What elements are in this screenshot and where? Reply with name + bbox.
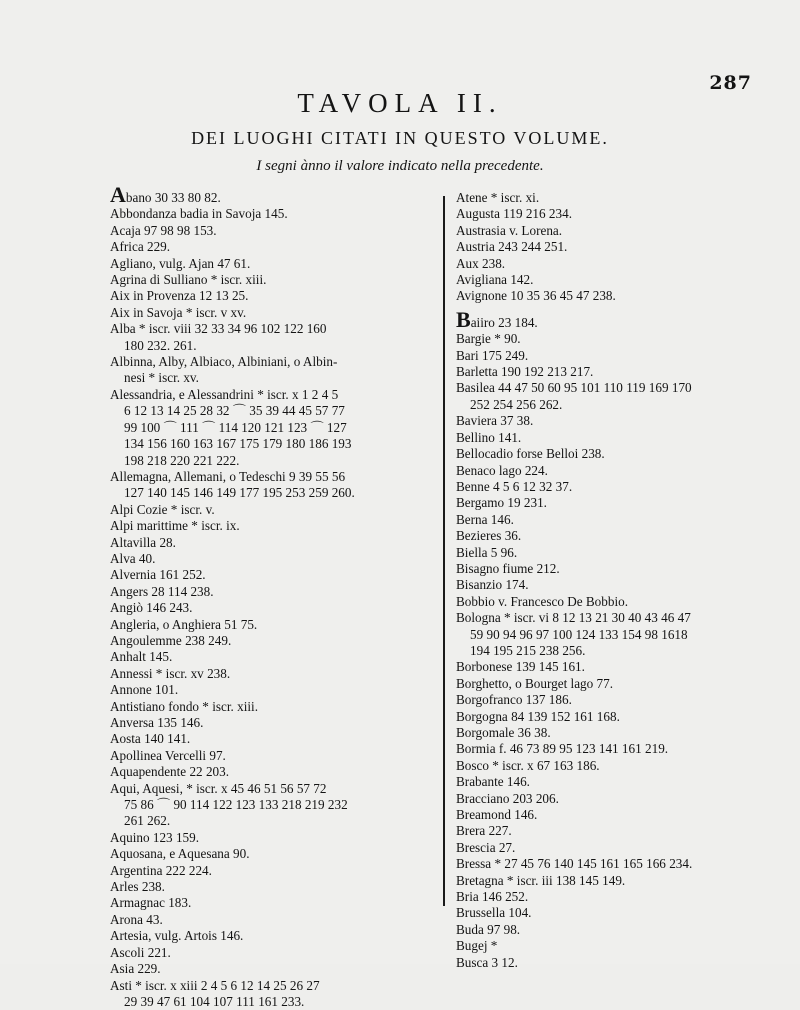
index-entry (456, 823, 791, 839)
index-entry-text: Aquosana, e Aquesana 90. (110, 846, 250, 862)
index-entry (456, 446, 791, 462)
index-entry-continuation (110, 453, 440, 469)
index-entry-text: Aqui, Aquesi, * iscr. x 45 46 51 56 57 72 (110, 780, 327, 796)
index-entry (110, 781, 440, 797)
index-entry (110, 223, 440, 239)
index-entry (110, 256, 440, 272)
index-entry-text: 194 195 215 238 256. (470, 642, 586, 658)
index-entry-text: Brabante 146. (456, 774, 530, 790)
index-entry-text: Bisagno fiume 212. (456, 560, 560, 576)
section-gap (456, 305, 791, 313)
index-entry-text: Allemagna, Allemani, o Tedeschi 9 39 55 56 (110, 468, 346, 484)
index-entry-text: 180 232. 261. (124, 337, 197, 353)
index-entry-text: Borgomale 36 38. (456, 725, 551, 740)
index-entry-text: 134 156 160 163 167 175 179 180 186 193 (124, 436, 352, 452)
index-entry-text: Berna 146. (456, 511, 514, 527)
index-entry (110, 305, 440, 321)
index-entry-continuation (110, 797, 440, 813)
index-entry-text: 6 12 13 14 25 28 32 ⌒ 35 39 44 45 57 77 (124, 403, 345, 419)
index-entry (110, 699, 440, 715)
index-entry-text: Basilea 44 47 50 60 95 101 110 119 169 170 (456, 380, 692, 396)
index-entry-text: Bezieres 36. (456, 528, 522, 544)
index-entry (110, 272, 440, 288)
column-divider (443, 196, 445, 906)
index-entry (110, 731, 440, 747)
index-entry-text: Baviera 37 38. (456, 413, 534, 429)
index-entry-text: Borbonese 139 145 161. (456, 659, 585, 675)
index-entry-text: Altavilla 28. (110, 534, 176, 550)
index-entry-text: Barletta 190 192 213 217. (456, 364, 594, 380)
drop-cap-letter: A (110, 182, 126, 207)
index-entry-text: Brescia 27. (456, 839, 516, 855)
index-entry (456, 223, 791, 239)
index-entry-text: Aquino 123 159. (110, 829, 200, 845)
index-entry-continuation (110, 485, 440, 501)
index-entry (110, 321, 440, 337)
index-entry (456, 190, 791, 206)
index-entry-text: Angleria, o Anghiera 51 75. (110, 616, 258, 632)
index-entry-text: Annone 101. (110, 682, 179, 698)
index-entry (456, 430, 791, 446)
index-entry (456, 741, 791, 757)
index-entry (110, 682, 440, 698)
index-entry-text: Bressa * 27 45 76 140 145 161 165 166 234. (456, 856, 693, 872)
index-entry (110, 206, 440, 222)
index-entry (110, 633, 440, 649)
index-entry-text: Albinna, Alby, Albiaco, Albiniani, o Albin- (110, 354, 338, 370)
index-entry-text: Borgofranco 137 186. (456, 692, 572, 708)
index-entry-text: Asia 229. (110, 961, 161, 977)
index-entry-text: Bargie * 90. (456, 331, 521, 347)
index-entry-text: Armagnac 183. (110, 895, 192, 911)
index-column-left (110, 182, 440, 1010)
index-entry-text: Bellocadio forse Belloi 238. (456, 446, 605, 462)
index-entry (456, 889, 791, 905)
index-entry (110, 551, 440, 567)
index-entry (456, 495, 791, 511)
drop-cap-letter: B (456, 306, 471, 332)
index-entry-text: 99 100 ⌒ 111 ⌒ 114 120 121 123 ⌒ 127 (124, 419, 347, 435)
index-entry-text: bano 30 33 80 82. (125, 190, 221, 205)
index-entry-text: Austria 243 244 251. (456, 239, 568, 255)
index-entry (456, 659, 791, 675)
index-entry-text: Alpi marittime * iscr. ix. (110, 518, 240, 534)
index-entry (110, 846, 440, 862)
index-entry (456, 206, 791, 222)
index-entry-continuation (110, 420, 440, 436)
index-entry-text: Arona 43. (110, 911, 163, 927)
index-entry-text: Bracciano 203 206. (456, 790, 559, 806)
index-entry (456, 610, 791, 626)
index-entry-text: nesi * iscr. xv. (124, 370, 199, 386)
index-entry-text: Alva 40. (110, 550, 156, 566)
index-entry (456, 774, 791, 790)
index-entry (456, 905, 791, 921)
index-entry (456, 807, 791, 823)
index-entry-text: Ascoli 221. (110, 944, 171, 960)
index-entry (456, 856, 791, 872)
index-entry-text: Austrasia v. Lorena. (456, 222, 563, 238)
index-entry-text: Bari 175 249. (456, 347, 529, 363)
index-entry (110, 666, 440, 682)
index-entry (456, 840, 791, 856)
index-entry-text: 252 254 256 262. (470, 396, 563, 412)
index-entry-text: 75 86 ⌒ 90 114 122 123 133 218 219 232 (124, 797, 348, 813)
index-entry-continuation (456, 643, 791, 659)
index-entry (456, 791, 791, 807)
index-entry (110, 239, 440, 255)
index-entry-text: Bosco * iscr. x 67 163 186. (456, 757, 600, 773)
index-entry (110, 584, 440, 600)
index-entry-text: Benne 4 5 6 12 32 37. (456, 478, 573, 494)
index-entry-text: Anversa 135 146. (110, 715, 204, 730)
index-entry-text: Biella 5 96. (456, 544, 518, 560)
index-entry (456, 380, 791, 396)
index-entry-text: aiiro 23 184. (470, 314, 538, 330)
index-entry (110, 518, 440, 534)
page-subtitle: DEI LUOGHI CITATI IN QUESTO VOLUME. (191, 128, 609, 148)
index-entry (456, 922, 791, 938)
index-entry-continuation (110, 338, 440, 354)
index-entry-text: Aux 238. (456, 255, 506, 271)
index-entry-text: Alessandria, e Alessandrini * iscr. x 1 2 4 5 (110, 386, 339, 402)
index-entry-text: Breamond 146. (456, 807, 538, 823)
index-entry (110, 748, 440, 764)
index-entry (456, 272, 791, 288)
index-entry (456, 288, 791, 304)
index-entry-text: Bormia f. 46 73 89 95 123 141 161 219. (456, 741, 669, 757)
index-entry (110, 715, 440, 731)
index-entry-text: 198 218 220 221 222. (124, 452, 240, 468)
index-entry-text: Angiò 146 243. (110, 600, 193, 616)
index-entry-text: Aquapendente 22 203. (110, 764, 230, 780)
index-entry-text: Bergamo 19 231. (456, 495, 547, 511)
index-entry-continuation (110, 436, 440, 452)
index-entry-text: Angers 28 114 238. (110, 583, 214, 599)
index-entry (110, 387, 440, 403)
index-entry-text: Aix in Savoja * iscr. v xv. (110, 304, 247, 320)
index-entry-text: Bellino 141. (456, 429, 522, 445)
index-entry-text: Bretagna * iscr. iii 138 145 149. (456, 872, 626, 888)
index-entry-text: Brera 227. (456, 823, 512, 839)
index-entry-text: Benaco lago 224. (456, 462, 548, 478)
index-column-right (456, 190, 791, 971)
index-entry (456, 955, 791, 971)
index-entry (110, 945, 440, 961)
index-entry (110, 288, 440, 304)
index-entry (110, 764, 440, 780)
index-entry (456, 938, 791, 954)
index-entry-text: Apollinea Vercelli 97. (110, 747, 226, 763)
index-entry (456, 528, 791, 544)
index-entry-text: Artesia, vulg. Artois 146. (110, 928, 244, 944)
index-entry-text: Borgogna 84 139 152 161 168. (456, 708, 620, 724)
index-entry-text: Aosta 140 141. (110, 731, 191, 747)
index-entry-text: Borghetto, o Bourget lago 77. (456, 675, 614, 691)
index-entry-continuation (110, 813, 440, 829)
index-entry (110, 469, 440, 485)
index-entry-continuation (456, 627, 791, 643)
index-entry (110, 600, 440, 616)
index-entry (110, 535, 440, 551)
index-entry-text: Buda 97 98. (456, 921, 521, 937)
index-entry-text: Agrina di Sulliano * iscr. xiii. (110, 272, 267, 288)
index-entry-text: Anhalt 145. (110, 649, 173, 665)
index-entry-text: Alba * iscr. viii 32 33 34 96 102 122 160 (110, 321, 327, 337)
index-entry (456, 256, 791, 272)
index-entry-text: Brussella 104. (456, 905, 532, 921)
index-entry-text: 29 39 47 61 104 107 111 161 233. (124, 993, 305, 1009)
index-entry-text: Bisanzio 174. (456, 577, 529, 593)
index-entry-continuation (456, 397, 791, 413)
index-entry (110, 617, 440, 633)
index-entry (456, 873, 791, 889)
index-entry (456, 692, 791, 708)
index-entry (456, 545, 791, 561)
index-entry-text: Annessi * iscr. xv 238. (110, 665, 231, 681)
index-entry-text: Atene * iscr. xi. (456, 190, 540, 205)
index-entry (456, 479, 791, 495)
index-entry-text: Augusta 119 216 234. (456, 206, 572, 222)
index-entry-text: Alpi Cozie * iscr. v. (110, 501, 215, 517)
index-entry-text: Acaja 97 98 98 153. (110, 222, 217, 238)
italic-note: I segni ànno il valore indicato nella precedente. (256, 158, 544, 174)
index-entry-text: Argentina 222 224. (110, 862, 212, 878)
index-entry-text: Avignone 10 35 36 45 47 238. (456, 288, 616, 304)
index-entry (110, 928, 440, 944)
index-entry (456, 725, 791, 741)
index-entry (456, 561, 791, 577)
page-title: TAVOLA II. (297, 88, 503, 118)
index-entry-text: 59 90 94 96 97 100 124 133 154 98 1618 (470, 626, 688, 642)
index-entry (110, 354, 440, 370)
index-entry (110, 895, 440, 911)
index-entry (456, 413, 791, 429)
index-entry-text: Abbondanza badia in Savoja 145. (110, 206, 288, 222)
index-entry-continuation (110, 370, 440, 386)
index-entry (456, 709, 791, 725)
index-entry (110, 863, 440, 879)
index-entry-text: Angoulemme 238 249. (110, 632, 232, 648)
index-entry-text: Antistiano fondo * iscr. xiii. (110, 698, 258, 714)
index-entry-text: Avigliana 142. (456, 272, 534, 288)
index-entry-text: Bobbio v. Francesco De Bobbio. (456, 593, 629, 609)
index-entry (456, 676, 791, 692)
index-entry (110, 830, 440, 846)
index-entry (456, 364, 791, 380)
page-number: 287 (709, 72, 752, 94)
index-entry-continuation (110, 403, 440, 419)
index-entry (456, 512, 791, 528)
index-entry-text: Bologna * iscr. vi 8 12 13 21 30 40 43 46 47 (456, 610, 691, 626)
index-entry (456, 463, 791, 479)
index-entry (110, 182, 440, 207)
index-entry (110, 567, 440, 583)
index-entry-text: Bugej * (456, 938, 498, 954)
index-entry-text: Asti * iscr. x xiii 2 4 5 6 12 14 25 26 27 (110, 977, 320, 993)
index-entry (456, 577, 791, 593)
index-entry-text: Alvernia 161 252. (110, 567, 206, 583)
index-entry (456, 306, 791, 332)
index-entry-text: 261 262. (124, 813, 171, 829)
index-entry (456, 758, 791, 774)
index-entry-text: Africa 229. (110, 239, 171, 255)
index-entry-text: Busca 3 12. (456, 954, 518, 970)
index-entry-text: Agliano, vulg. Ajan 47 61. (110, 255, 251, 271)
index-entry-text: 127 140 145 146 149 177 195 253 259 260. (124, 485, 355, 501)
index-entry (110, 502, 440, 518)
index-entry (456, 594, 791, 610)
index-entry (110, 912, 440, 928)
index-entry (456, 348, 791, 364)
index-entry-continuation (110, 994, 440, 1010)
index-entry (110, 649, 440, 665)
index-entry-text: Arles 238. (110, 879, 165, 895)
index-entry-text: Bria 146 252. (456, 889, 529, 905)
index-entry-text: Aix in Provenza 12 13 25. (110, 288, 249, 304)
index-entry (110, 879, 440, 895)
index-entry (456, 239, 791, 255)
index-entry (456, 331, 791, 347)
index-entry (110, 978, 440, 994)
